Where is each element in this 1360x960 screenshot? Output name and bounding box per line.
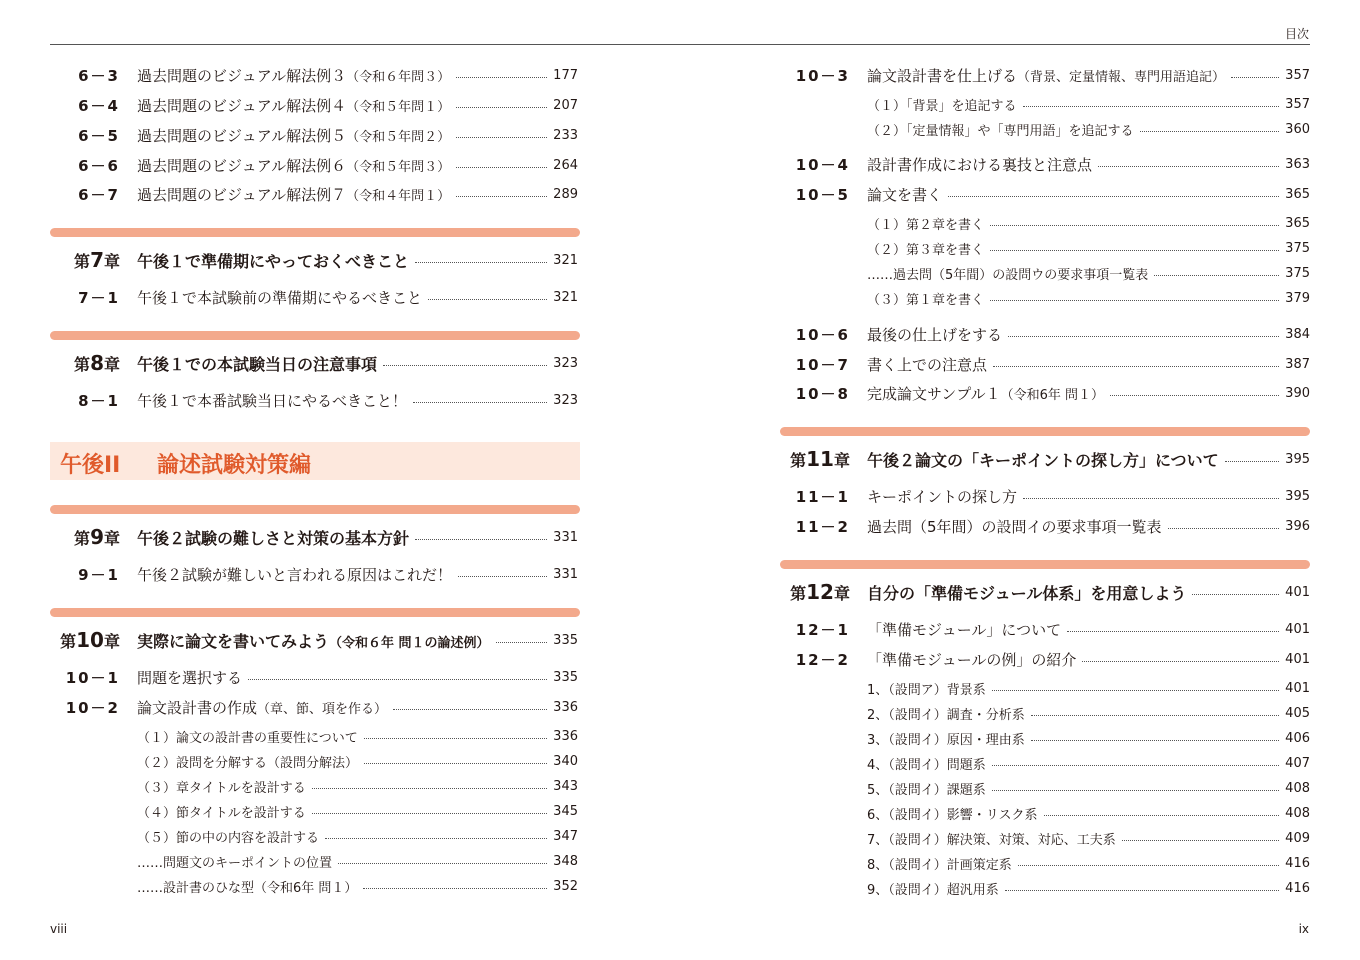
toc-subentry[interactable] xyxy=(780,877,1310,899)
page-number: 323 xyxy=(553,392,578,408)
subentry-title: （１）論文の設計書の重要性について xyxy=(137,730,358,746)
page-number: 375 xyxy=(1285,240,1310,256)
leader-dots xyxy=(415,262,547,263)
section-title: 「準備モジュールの例」の紹介 xyxy=(867,650,1077,669)
subentry-title: ……過去問（5年間）の設問ウの要求事項一覧表 xyxy=(867,267,1149,283)
section-number: 12－2 xyxy=(795,650,850,669)
toc-entry-8-1[interactable] xyxy=(50,388,578,412)
toc-entry-6-3[interactable] xyxy=(50,63,578,87)
page-number: 363 xyxy=(1285,156,1310,172)
leader-dots xyxy=(456,137,547,138)
page-number: 401 xyxy=(1285,651,1310,667)
toc-entry-6-7[interactable] xyxy=(50,182,578,206)
subentry-title: （２）第３章を書く xyxy=(867,242,985,258)
section-title: 過去問題のビジュアル解法例５（令和５年問２） xyxy=(137,126,451,145)
chapter-number: 第9章 xyxy=(74,525,120,549)
section-number: 6－6 xyxy=(78,156,120,175)
page-number: 348 xyxy=(553,853,578,869)
leader-dots xyxy=(990,250,1279,251)
page-number: 375 xyxy=(1285,265,1310,281)
toc-subentry[interactable] xyxy=(780,777,1310,799)
leader-dots xyxy=(1018,865,1279,866)
page-number: 408 xyxy=(1285,805,1310,821)
toc-entry-7-1[interactable] xyxy=(50,285,578,309)
page-number: 331 xyxy=(553,566,578,582)
part-heading-band xyxy=(50,442,580,480)
toc-entry-10-2[interactable] xyxy=(50,695,578,719)
page-number: 357 xyxy=(1285,96,1310,112)
section-title: 完成論文サンプル１（令和6年 問１） xyxy=(867,384,1105,403)
toc-entry-10-7[interactable] xyxy=(780,352,1310,376)
page-number: 336 xyxy=(553,699,578,715)
page-number: 345 xyxy=(553,803,578,819)
leader-dots xyxy=(325,838,547,839)
leader-dots xyxy=(458,576,547,577)
toc-chapter-12[interactable] xyxy=(780,580,1310,604)
page-number: 408 xyxy=(1285,780,1310,796)
toc-entry-10-8[interactable] xyxy=(780,381,1310,405)
subentry-title: 7、（設問イ）解決策、対策、対応、工夫系 xyxy=(867,832,1116,848)
leader-dots xyxy=(363,888,547,889)
subentry-title: ……問題文のキーポイントの位置 xyxy=(137,855,333,871)
folio-left: viii xyxy=(50,922,68,936)
section-number: 9－1 xyxy=(78,565,120,584)
leader-dots xyxy=(1031,715,1279,716)
section-title: 論文設計書の作成（章、節、項を作る） xyxy=(137,698,388,717)
subentry-title: 4、（設問イ）問題系 xyxy=(867,757,986,773)
leader-dots xyxy=(993,366,1279,367)
subentry-title: （１）「背景」を追記する xyxy=(867,98,1017,114)
section-title: 論文設計書を仕上げる（背景、定量情報、専門用語追記） xyxy=(867,66,1226,85)
page-number: 384 xyxy=(1285,326,1310,342)
section-number: 10－7 xyxy=(795,355,850,374)
toc-entry-11-1[interactable] xyxy=(780,484,1310,508)
subentry-title: （１）第２章を書く xyxy=(867,217,985,233)
leader-dots xyxy=(456,77,547,78)
leader-dots xyxy=(1168,528,1280,529)
toc-subentry[interactable] xyxy=(50,800,578,822)
chapter-number: 第10章 xyxy=(60,628,120,652)
page-number: 340 xyxy=(553,753,578,769)
chapter-title: 午後２試験の難しさと対策の基本方針 xyxy=(137,528,410,548)
leader-dots xyxy=(456,107,547,108)
page-number: 233 xyxy=(553,127,578,143)
leader-dots xyxy=(312,788,547,789)
toc-chapter-8[interactable] xyxy=(50,351,578,375)
page-number: 335 xyxy=(553,669,578,685)
running-header: 目次 xyxy=(1284,27,1309,41)
toc-chapter-9[interactable] xyxy=(50,525,578,549)
page-number: 401 xyxy=(1285,584,1310,600)
leader-dots xyxy=(413,402,547,403)
page-number: 387 xyxy=(1285,356,1310,372)
leader-dots xyxy=(248,679,547,680)
page-number: 177 xyxy=(553,67,578,83)
toc-subentry[interactable] xyxy=(780,237,1310,259)
chapter-number: 第12章 xyxy=(790,580,850,604)
chapter-divider-bar xyxy=(780,427,1310,436)
leader-dots xyxy=(992,690,1279,691)
page-number: 379 xyxy=(1285,290,1310,306)
subentry-title: （２）設問を分解する（設問分解法） xyxy=(137,755,359,771)
toc-entry-11-2[interactable] xyxy=(780,514,1310,538)
leader-dots xyxy=(415,539,547,540)
leader-dots xyxy=(1031,740,1279,741)
toc-subentry[interactable] xyxy=(50,875,578,897)
leader-dots xyxy=(1225,461,1279,462)
page-number: 401 xyxy=(1285,621,1310,637)
leader-dots xyxy=(1044,815,1280,816)
page-number: 207 xyxy=(553,97,578,113)
chapter-number: 第7章 xyxy=(74,248,120,272)
toc-entry-6-6[interactable] xyxy=(50,153,578,177)
section-title: 過去問題のビジュアル解法例７（令和４年問１） xyxy=(137,185,451,204)
leader-dots xyxy=(990,300,1279,301)
section-number: 8－1 xyxy=(78,391,120,410)
section-number: 6－3 xyxy=(78,66,120,85)
folio-right: ix xyxy=(1298,922,1309,936)
section-title: 最後の仕上げをする xyxy=(867,325,1003,344)
toc-subentry[interactable] xyxy=(780,802,1310,824)
section-title: 「準備モジュール」について xyxy=(867,620,1062,639)
leader-dots xyxy=(1023,498,1279,499)
section-number: 6－7 xyxy=(78,185,120,204)
chapter-title: 午後１での本試験当日の注意事項 xyxy=(137,354,378,374)
leader-dots xyxy=(1082,661,1279,662)
section-number: 11－1 xyxy=(795,487,850,506)
leader-dots xyxy=(383,365,547,366)
subentry-title: 5、（設問イ）課題系 xyxy=(867,782,986,798)
page-number: 343 xyxy=(553,778,578,794)
page-number: 336 xyxy=(553,728,578,744)
leader-dots xyxy=(1154,275,1279,276)
toc-subentry[interactable] xyxy=(780,262,1310,284)
section-title: 過去問題のビジュアル解法例４（令和５年問１） xyxy=(137,96,451,115)
part-title: 論述試験対策編 xyxy=(157,453,312,478)
subentry-title: 3、（設問イ）原因・理由系 xyxy=(867,732,1025,748)
leader-dots xyxy=(393,709,547,710)
subentry-title: （５）節の中の内容を設計する xyxy=(137,830,320,846)
subentry-title: 2、（設問イ）調査・分析系 xyxy=(867,707,1025,723)
section-title: 問題を選択する xyxy=(137,668,243,687)
page-number: 405 xyxy=(1285,705,1310,721)
toc-subentry[interactable] xyxy=(780,827,1310,849)
toc-entry-12-2[interactable] xyxy=(780,647,1310,671)
leader-dots xyxy=(1192,594,1279,595)
toc-entry-9-1[interactable] xyxy=(50,562,578,586)
toc-subentry[interactable] xyxy=(780,677,1310,699)
chapter-divider-bar xyxy=(50,331,580,340)
leader-dots xyxy=(456,196,547,197)
page-number: 396 xyxy=(1285,518,1310,534)
leader-dots xyxy=(1231,77,1279,78)
toc-subentry[interactable] xyxy=(780,752,1310,774)
chapter-title: 午後１で準備期にやっておくべきこと xyxy=(137,251,410,271)
page-number: 409 xyxy=(1285,830,1310,846)
toc-subentry[interactable] xyxy=(50,750,578,772)
section-title: 過去問題のビジュアル解法例３（令和６年問３） xyxy=(137,66,451,85)
subentry-title: 9、（設問イ）超汎用系 xyxy=(867,882,999,898)
toc-subentry[interactable] xyxy=(50,850,578,872)
leader-dots xyxy=(992,790,1279,791)
page-number: 264 xyxy=(553,157,578,173)
section-number: 10－1 xyxy=(65,668,120,687)
section-number: 10－3 xyxy=(795,66,850,85)
leader-dots xyxy=(992,765,1279,766)
section-number: 10－8 xyxy=(795,384,850,403)
leader-dots xyxy=(990,225,1279,226)
page-number: 401 xyxy=(1285,680,1310,696)
chapter-title: 自分の「準備モジュール体系」を用意しよう xyxy=(867,583,1187,603)
section-number: 10－6 xyxy=(795,325,850,344)
page-number: 395 xyxy=(1285,488,1310,504)
section-number: 6－4 xyxy=(78,96,120,115)
section-title: キーポイントの探し方 xyxy=(867,487,1018,506)
subentry-title: （４）節タイトルを設計する xyxy=(137,805,306,821)
leader-dots xyxy=(1122,840,1279,841)
page-number: 321 xyxy=(553,289,578,305)
toc-subentry[interactable] xyxy=(780,212,1310,234)
page-number: 331 xyxy=(553,529,578,545)
chapter-title: 実際に論文を書いてみよう（令和６年 問１の論述例） xyxy=(137,631,490,651)
leader-dots xyxy=(428,299,547,300)
leader-dots xyxy=(1008,336,1279,337)
section-title: 午後１で本番試験当日にやるべきこと！ xyxy=(137,391,408,410)
header-rule xyxy=(50,44,1310,45)
leader-dots xyxy=(1140,131,1280,132)
page-number: 365 xyxy=(1285,186,1310,202)
subentry-title: （２）「定量情報」や「専門用語」を追記する xyxy=(867,123,1134,139)
leader-dots xyxy=(312,813,547,814)
toc-subentry[interactable] xyxy=(50,775,578,797)
toc-subentry[interactable] xyxy=(780,727,1310,749)
page-number: 352 xyxy=(553,878,578,894)
toc-entry-12-1[interactable] xyxy=(780,617,1310,641)
part-label: 午後II xyxy=(60,453,121,478)
toc-chapter-11[interactable] xyxy=(780,447,1310,471)
chapter-number: 第8章 xyxy=(74,351,120,375)
toc-entry-10-5[interactable] xyxy=(780,182,1310,206)
section-title: 午後１で本試験前の準備期にやるべきこと xyxy=(137,288,423,307)
page-number: 360 xyxy=(1285,121,1310,137)
section-title: 午後２試験が難しいと言われる原因はこれだ！ xyxy=(137,565,453,584)
leader-dots xyxy=(364,738,547,739)
toc-chapter-10[interactable] xyxy=(50,628,578,652)
leader-dots xyxy=(1067,631,1279,632)
toc-entry-6-4[interactable] xyxy=(50,93,578,117)
toc-subentry[interactable] xyxy=(780,852,1310,874)
page-number: 365 xyxy=(1285,215,1310,231)
subentry-title: （３）章タイトルを設計する xyxy=(137,780,306,796)
toc-chapter-7[interactable] xyxy=(50,248,578,272)
chapter-divider-bar xyxy=(50,608,580,617)
page-number: 357 xyxy=(1285,67,1310,83)
leader-dots xyxy=(338,863,547,864)
page-number: 321 xyxy=(553,252,578,268)
leader-dots xyxy=(1110,395,1279,396)
subentry-title: 8、（設問イ）計画策定系 xyxy=(867,857,1012,873)
toc-entry-10-3[interactable] xyxy=(780,63,1310,87)
section-number: 10－2 xyxy=(65,698,120,717)
leader-dots xyxy=(1023,106,1280,107)
page-number: 406 xyxy=(1285,730,1310,746)
leader-dots xyxy=(364,763,547,764)
chapter-title: 午後２論文の「キーポイントの探し方」について xyxy=(867,450,1219,470)
section-number: 6－5 xyxy=(78,126,120,145)
page-number: 323 xyxy=(553,355,578,371)
toc-subentry[interactable] xyxy=(780,118,1310,140)
section-title: 設計書作成における裏技と注意点 xyxy=(867,155,1093,174)
chapter-divider-bar xyxy=(50,505,580,514)
chapter-divider-bar xyxy=(780,560,1310,569)
page-number: 335 xyxy=(553,632,578,648)
page-number: 347 xyxy=(553,828,578,844)
page-number: 407 xyxy=(1285,755,1310,771)
toc-subentry[interactable] xyxy=(780,93,1310,115)
section-title: 過去問題のビジュアル解法例６（令和５年問３） xyxy=(137,156,451,175)
section-number: 7－1 xyxy=(78,288,120,307)
section-number: 10－5 xyxy=(795,185,850,204)
toc-subentry[interactable] xyxy=(780,287,1310,309)
toc-subentry[interactable] xyxy=(50,825,578,847)
toc-entry-10-4[interactable] xyxy=(780,152,1310,176)
section-title: 過去問（5年間）の設問イの要求事項一覧表 xyxy=(867,517,1162,536)
section-number: 12－1 xyxy=(795,620,850,639)
subentry-title: 6、（設問イ）影響・リスク系 xyxy=(867,807,1038,823)
subentry-title: （３）第１章を書く xyxy=(867,292,985,308)
leader-dots xyxy=(496,642,548,643)
page-number: 390 xyxy=(1285,385,1310,401)
subentry-title: 1、（設問ア）背景系 xyxy=(867,682,986,698)
toc-subentry[interactable] xyxy=(780,702,1310,724)
leader-dots xyxy=(1005,890,1279,891)
section-number: 10－4 xyxy=(795,155,850,174)
section-title: 書く上での注意点 xyxy=(867,355,988,374)
page-number: 416 xyxy=(1285,855,1310,871)
toc-entry-10-1[interactable] xyxy=(50,665,578,689)
leader-dots xyxy=(948,196,1279,197)
leader-dots xyxy=(456,167,547,168)
toc-subentry[interactable] xyxy=(50,725,578,747)
subentry-title: ……設計書のひな型（令和6年 問１） xyxy=(137,880,358,896)
toc-entry-6-5[interactable] xyxy=(50,123,578,147)
section-title: 論文を書く xyxy=(867,185,943,204)
leader-dots xyxy=(1098,166,1279,167)
section-number: 11－2 xyxy=(795,517,850,536)
chapter-number: 第11章 xyxy=(790,447,850,471)
page-number: 416 xyxy=(1285,880,1310,896)
page-number: 395 xyxy=(1285,451,1310,467)
chapter-divider-bar xyxy=(50,228,580,237)
toc-entry-10-6[interactable] xyxy=(780,322,1310,346)
page-number: 289 xyxy=(553,186,578,202)
